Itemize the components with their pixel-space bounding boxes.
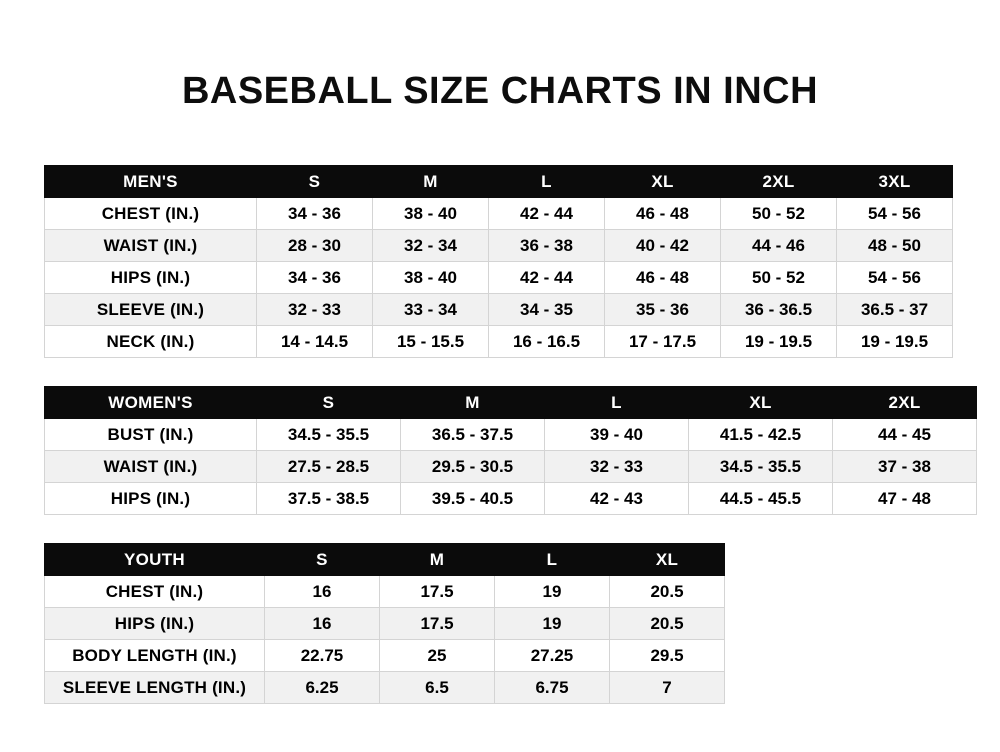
- row-header: HIPS (IN.): [45, 483, 257, 515]
- table-header-row: [45, 387, 977, 419]
- table-cell: 19 - 19.5: [721, 326, 837, 358]
- table-cell: 25: [380, 640, 495, 672]
- table-cell: 50 - 52: [721, 262, 837, 294]
- table-cell: 19 - 19.5: [837, 326, 953, 358]
- table-cell: 47 - 48: [833, 483, 977, 515]
- table-cell: 27.5 - 28.5: [257, 451, 401, 483]
- table-cell: 7: [610, 672, 725, 704]
- table-cell: 22.75: [265, 640, 380, 672]
- table-cell: 20.5: [610, 608, 725, 640]
- table-cell: 41.5 - 42.5: [689, 419, 833, 451]
- row-header: CHEST (IN.): [45, 576, 265, 608]
- table-cell: 46 - 48: [605, 198, 721, 230]
- womens-size-table: [44, 386, 977, 515]
- column-header: L: [489, 166, 605, 198]
- table-row: [45, 451, 977, 483]
- table-row: [45, 419, 977, 451]
- table-row: [45, 672, 725, 704]
- table-cell: 20.5: [610, 576, 725, 608]
- table-row: [45, 640, 725, 672]
- table-cell: 39.5 - 40.5: [401, 483, 545, 515]
- table-row: [45, 576, 725, 608]
- table-row: [45, 294, 953, 326]
- table-cell: 36 - 38: [489, 230, 605, 262]
- table-cell: 33 - 34: [373, 294, 489, 326]
- table-cell: 36.5 - 37.5: [401, 419, 545, 451]
- table-cell: 40 - 42: [605, 230, 721, 262]
- table-cell: 17 - 17.5: [605, 326, 721, 358]
- table-cell: 44.5 - 45.5: [689, 483, 833, 515]
- table-cell: 34.5 - 35.5: [689, 451, 833, 483]
- column-header: MEN'S: [45, 166, 257, 198]
- table-row: [45, 608, 725, 640]
- table-cell: 34 - 36: [257, 262, 373, 294]
- table-cell: 6.75: [495, 672, 610, 704]
- row-header: NECK (IN.): [45, 326, 257, 358]
- table-cell: 34 - 35: [489, 294, 605, 326]
- size-tables-container: [0, 165, 1000, 704]
- table-cell: 34 - 36: [257, 198, 373, 230]
- column-header: S: [257, 166, 373, 198]
- table-header-row: [45, 544, 725, 576]
- table-cell: 36 - 36.5: [721, 294, 837, 326]
- table-cell: 14 - 14.5: [257, 326, 373, 358]
- table-cell: 54 - 56: [837, 198, 953, 230]
- table-cell: 37.5 - 38.5: [257, 483, 401, 515]
- table-cell: 28 - 30: [257, 230, 373, 262]
- table-cell: 29.5 - 30.5: [401, 451, 545, 483]
- column-header: 2XL: [833, 387, 977, 419]
- row-header: HIPS (IN.): [45, 262, 257, 294]
- table-cell: 44 - 46: [721, 230, 837, 262]
- table-cell: 32 - 33: [257, 294, 373, 326]
- row-header: CHEST (IN.): [45, 198, 257, 230]
- table-cell: 19: [495, 576, 610, 608]
- column-header: M: [373, 166, 489, 198]
- row-header: SLEEVE LENGTH (IN.): [45, 672, 265, 704]
- table-cell: 35 - 36: [605, 294, 721, 326]
- column-header: XL: [610, 544, 725, 576]
- column-header: YOUTH: [45, 544, 265, 576]
- table-cell: 17.5: [380, 576, 495, 608]
- table-cell: 42 - 44: [489, 198, 605, 230]
- table-cell: 37 - 38: [833, 451, 977, 483]
- table-cell: 36.5 - 37: [837, 294, 953, 326]
- table-cell: 42 - 44: [489, 262, 605, 294]
- column-header: WOMEN'S: [45, 387, 257, 419]
- table-cell: 6.5: [380, 672, 495, 704]
- column-header: S: [265, 544, 380, 576]
- youth-size-table: [44, 543, 725, 704]
- row-header: BUST (IN.): [45, 419, 257, 451]
- row-header: WAIST (IN.): [45, 451, 257, 483]
- table-header-row: [45, 166, 953, 198]
- table-cell: 38 - 40: [373, 198, 489, 230]
- table-cell: 15 - 15.5: [373, 326, 489, 358]
- column-header: L: [545, 387, 689, 419]
- column-header: L: [495, 544, 610, 576]
- table-cell: 46 - 48: [605, 262, 721, 294]
- table-row: [45, 198, 953, 230]
- table-cell: 19: [495, 608, 610, 640]
- row-header: SLEEVE (IN.): [45, 294, 257, 326]
- table-cell: 27.25: [495, 640, 610, 672]
- row-header: BODY LENGTH (IN.): [45, 640, 265, 672]
- table-cell: 50 - 52: [721, 198, 837, 230]
- column-header: M: [401, 387, 545, 419]
- table-cell: 32 - 33: [545, 451, 689, 483]
- table-cell: 16: [265, 576, 380, 608]
- table-cell: 29.5: [610, 640, 725, 672]
- table-cell: 17.5: [380, 608, 495, 640]
- column-header: S: [257, 387, 401, 419]
- column-header: XL: [605, 166, 721, 198]
- table-cell: 16: [265, 608, 380, 640]
- column-header: 2XL: [721, 166, 837, 198]
- column-header: 3XL: [837, 166, 953, 198]
- column-header: XL: [689, 387, 833, 419]
- page-title: BASEBALL SIZE CHARTS IN INCH: [181, 70, 819, 112]
- table-cell: 38 - 40: [373, 262, 489, 294]
- table-cell: 6.25: [265, 672, 380, 704]
- table-cell: 16 - 16.5: [489, 326, 605, 358]
- column-header: M: [380, 544, 495, 576]
- table-cell: 42 - 43: [545, 483, 689, 515]
- table-row: [45, 483, 977, 515]
- row-header: WAIST (IN.): [45, 230, 257, 262]
- table-cell: 48 - 50: [837, 230, 953, 262]
- table-row: [45, 326, 953, 358]
- mens-size-table: [44, 165, 953, 358]
- table-cell: 44 - 45: [833, 419, 977, 451]
- table-cell: 32 - 34: [373, 230, 489, 262]
- table-row: [45, 230, 953, 262]
- table-row: [45, 262, 953, 294]
- row-header: HIPS (IN.): [45, 608, 265, 640]
- table-cell: 34.5 - 35.5: [257, 419, 401, 451]
- table-cell: 54 - 56: [837, 262, 953, 294]
- table-cell: 39 - 40: [545, 419, 689, 451]
